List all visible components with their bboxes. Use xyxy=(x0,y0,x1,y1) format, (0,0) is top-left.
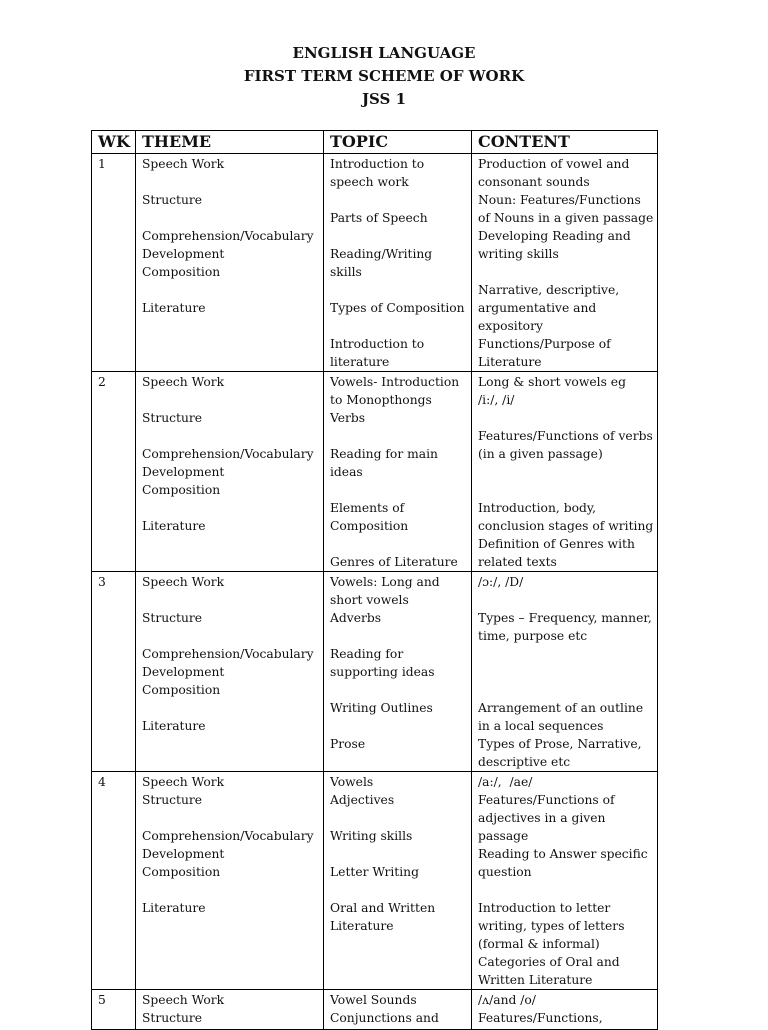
column-header-content: CONTENT xyxy=(472,131,658,154)
week-number-cell: 3 xyxy=(92,572,136,772)
column-header-wk: WK xyxy=(92,131,136,154)
week-number-cell: 2 xyxy=(92,372,136,572)
topic-cell: Vowels Adjectives Writing skills Letter Writing Oral and Written Literature xyxy=(324,772,472,990)
class-label: JSS 1 xyxy=(361,90,407,108)
content-cell: Long & short vowels eg /i:/, /i/ Features/Functions of verbs (in a given passage) Introduction, body, conclusion stages of writing Definition of Genres with related texts xyxy=(472,372,658,572)
topic-cell: Introduction to speech work Parts of Speech Reading/Writing skills Types of Composition Introduction to literature xyxy=(324,154,472,372)
theme-cell: Speech Work Structure xyxy=(136,990,324,1030)
content-cell: /ɔ:/, /D/ Types – Frequency, manner, time, purpose etc Arrangement of an outline in a local sequences Types of Prose, Narrative, descriptive etc xyxy=(472,572,658,772)
theme-cell: Speech Work Structure Comprehension/Vocabulary Development Composition Literature xyxy=(136,572,324,772)
topic-cell: Vowels: Long and short vowels Adverbs Reading for supporting ideas Writing Outlines Prose xyxy=(324,572,472,772)
theme-cell: Speech Work Structure Comprehension/Vocabulary Development Composition Literature xyxy=(136,154,324,372)
table-header-row xyxy=(92,131,658,154)
topic-cell: Vowel Sounds Conjunctions and xyxy=(324,990,472,1030)
topic-cell: Vowels- Introduction to Monopthongs Verbs Reading for main ideas Elements of Composition Genres of Literature xyxy=(324,372,472,572)
theme-cell: Speech Work Structure Comprehension/Vocabulary Development Composition Literature xyxy=(136,372,324,572)
week-number-cell: 5 xyxy=(92,990,136,1030)
content-cell: /a:/, /ae/ Features/Functions of adjectives in a given passage Reading to Answer specific question Introduction to letter writing, types of letters (formal & informal) Categories of Oral and Written Literature xyxy=(472,772,658,990)
table-row xyxy=(92,154,658,372)
document-subtitle: FIRST TERM SCHEME OF WORK xyxy=(243,67,525,85)
column-header-topic: TOPIC xyxy=(324,131,472,154)
theme-cell: Speech Work Structure Comprehension/Vocabulary Development Composition Literature xyxy=(136,772,324,990)
document-title: ENGLISH LANGUAGE xyxy=(292,44,476,62)
column-header-theme: THEME xyxy=(136,131,324,154)
week-number-cell: 1 xyxy=(92,154,136,372)
table-row xyxy=(92,772,658,990)
content-cell: Production of vowel and consonant sounds Noun: Features/Functions of Nouns in a given passage Developing Reading and writing skills Narrative, descriptive, argumentative and expository Functions/Purpose of Literature xyxy=(472,154,658,372)
week-number-cell: 4 xyxy=(92,772,136,990)
table-row xyxy=(92,572,658,772)
scheme-of-work-table xyxy=(91,130,658,1030)
content-cell: /ʌ/and /o/ Features/Functions, xyxy=(472,990,658,1030)
table-row xyxy=(92,372,658,572)
